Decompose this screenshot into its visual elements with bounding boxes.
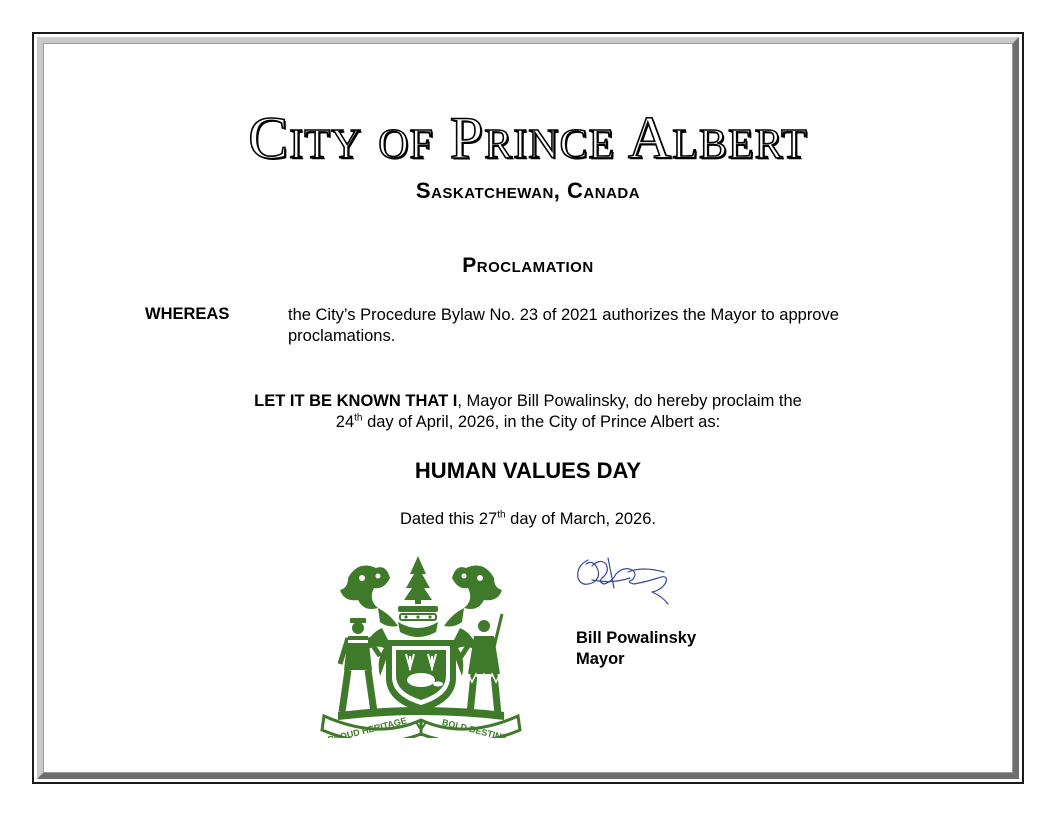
mayor-signature bbox=[572, 552, 676, 615]
city-title: City of Prince Albert bbox=[248, 105, 808, 171]
dated-suffix: th bbox=[497, 509, 506, 521]
signatory-name: Bill Powalinsky bbox=[576, 629, 697, 647]
proclamation-statement bbox=[0, 391, 1056, 433]
dated-rest: day of March, 2026. bbox=[505, 510, 656, 528]
coat-of-arms-icon bbox=[318, 552, 524, 738]
known-lead: LET IT BE KNOWN THAT I bbox=[254, 392, 458, 410]
signatory-title: Mayor bbox=[576, 650, 625, 668]
city-crest-logo bbox=[318, 552, 524, 743]
known-day-suffix: th bbox=[354, 412, 363, 424]
dated-prefix: Dated this 27 bbox=[400, 510, 498, 528]
known-text-1: , Mayor Bill Powalinsky, do hereby proclaim the bbox=[457, 392, 802, 410]
event-name: HUMAN VALUES DAY bbox=[414, 458, 642, 483]
motto-right: BOLD DESTINY bbox=[441, 717, 509, 738]
proclamation-heading: Proclamation bbox=[462, 254, 594, 277]
motto-left: PROUD HERITAGE bbox=[326, 715, 408, 738]
whereas-clause: the City’s Procedure Bylaw No. 23 of 2021 authorizes the Mayor to approve proclamations. bbox=[288, 306, 839, 345]
dated-line bbox=[0, 510, 1056, 529]
signatory-block bbox=[576, 628, 696, 670]
whereas-label: WHEREAS bbox=[145, 305, 230, 323]
province-country-line: Saskatchewan, Canada bbox=[415, 178, 641, 203]
known-day: 24 bbox=[335, 413, 355, 431]
handwritten-signature-icon bbox=[572, 552, 676, 610]
known-text-2: day of April, 2026, in the City of Prince Albert as: bbox=[362, 413, 721, 431]
